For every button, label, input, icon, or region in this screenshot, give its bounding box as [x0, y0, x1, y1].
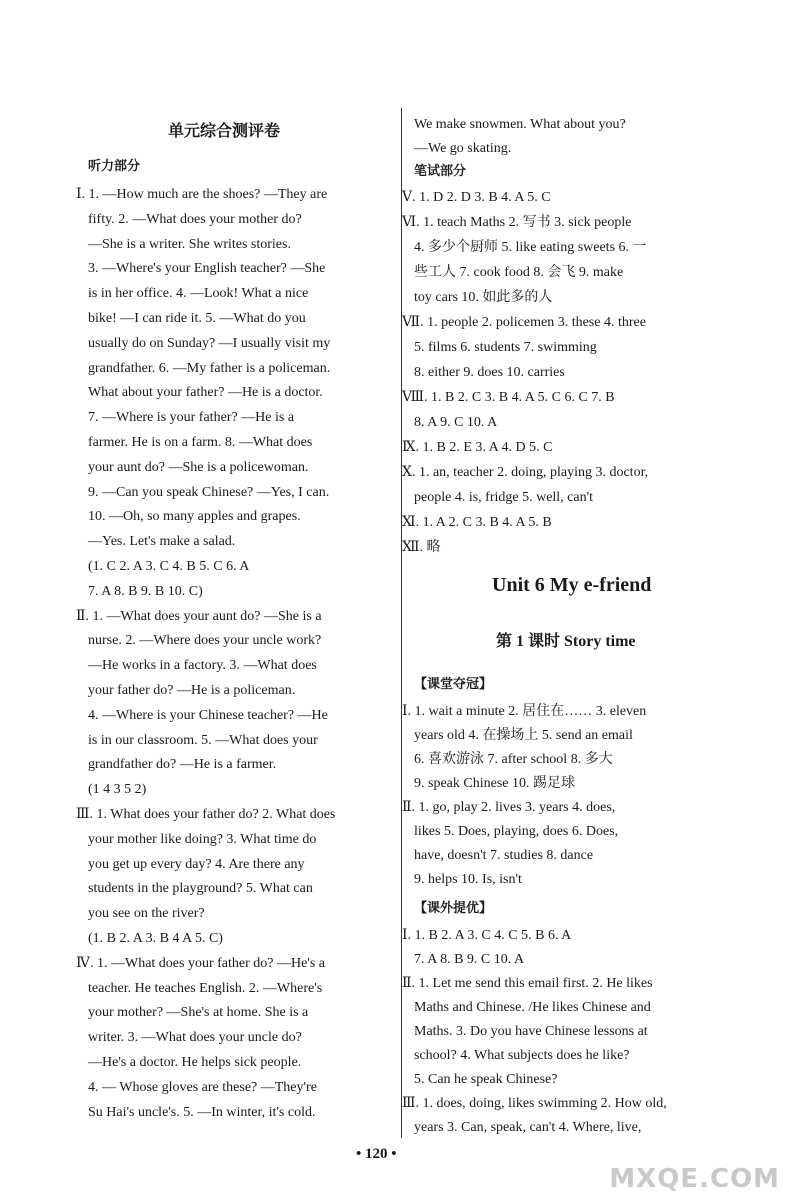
- answer-line: 5. Can he speak Chinese?: [414, 1072, 558, 1087]
- answer-line: 3. —Where's your English teacher? —She: [88, 261, 326, 277]
- section-listening: 听力部分: [88, 159, 141, 174]
- answer-line: 9. helps 10. Is, isn't: [414, 872, 522, 887]
- answer-line: fifty. 2. —What does your mother do?: [88, 211, 302, 227]
- answer-line: you see on the river?: [88, 906, 205, 922]
- answer-line: Ⅺ. 1. A 2. C 3. B 4. A 5. B: [402, 515, 552, 530]
- answer-line: Ⅰ. 1. —How much are the shoes? —They are: [76, 187, 328, 202]
- answer-line: grandfather do? —He is a farmer.: [88, 757, 277, 773]
- answer-line: 10. —Oh, so many apples and grapes.: [88, 509, 301, 525]
- answer-line: —Yes. Let's make a salad.: [88, 534, 236, 550]
- answer-line: your mother? —She's at home. She is a: [88, 1005, 309, 1021]
- answer-line: Ⅲ. 1. does, doing, likes swimming 2. How old,: [402, 1096, 667, 1111]
- answer-line: —We go skating.: [414, 141, 512, 156]
- answer-line: 9. —Can you speak Chinese? —Yes, I can.: [88, 484, 330, 500]
- answer-line: grandfather. 6. —My father is a policeman.: [88, 360, 331, 376]
- answer-line: nurse. 2. —Where does your uncle work?: [88, 633, 322, 649]
- answer-line: years old 4. 在操场上 5. send an email: [414, 728, 633, 743]
- answer-line: likes 5. Does, playing, does 6. Does,: [414, 824, 619, 839]
- answer-line: Ⅰ. 1. B 2. A 3. C 4. C 5. B 6. A: [402, 928, 572, 943]
- watermark-logo: MXQE.COM: [609, 1164, 780, 1194]
- answer-line: 4. — Whose gloves are these? —They're: [88, 1079, 317, 1095]
- page-title: 单元综合测评卷: [168, 121, 281, 140]
- answer-line: 9. speak Chinese 10. 踢足球: [414, 776, 575, 791]
- answer-line: (1. C 2. A 3. C 4. B 5. C 6. A: [88, 559, 250, 574]
- answer-line: Ⅹ. 1. an, teacher 2. doing, playing 3. doctor,: [402, 465, 649, 480]
- answer-line: 4. —Where is your Chinese teacher? —He: [88, 707, 328, 723]
- answer-line: Ⅱ. 1. go, play 2. lives 3. years 4. does,: [402, 800, 616, 815]
- answer-line: bike! —I can ride it. 5. —What do you: [88, 311, 306, 326]
- answer-line: people 4. is, fridge 5. well, can't: [414, 490, 594, 505]
- answer-line: school? 4. What subjects does he like?: [414, 1048, 630, 1063]
- answer-line: (1. B 2. A 3. B 4 A 5. C): [88, 931, 223, 946]
- unit-title: Unit 6 My e-friend: [492, 574, 652, 596]
- page-number: • 120 •: [356, 1146, 397, 1162]
- answer-line: 8. A 9. C 10. A: [414, 415, 498, 430]
- section-extra: 【课外提优】: [414, 901, 493, 916]
- answer-line: Maths. 3. Do you have Chinese lessons at: [414, 1024, 648, 1039]
- answer-line: Ⅻ. 略: [402, 540, 441, 555]
- answer-line: Maths and Chinese. /He likes Chinese and: [414, 1000, 651, 1015]
- answer-line: 6. 喜欢游泳 7. after school 8. 多大: [414, 752, 613, 767]
- answer-line: farmer. He is on a farm. 8. —What does: [88, 435, 313, 450]
- answer-line: 7. A 8. B 9. C 10. A: [414, 952, 525, 967]
- answer-line: Su Hai's uncle's. 5. —In winter, it's cold.: [88, 1104, 316, 1120]
- answer-line: toy cars 10. 如此多的人: [414, 290, 553, 305]
- answer-line: is in her office. 4. —Look! What a nice: [88, 286, 309, 302]
- answer-line: 7. —Where is your father? —He is a: [88, 410, 295, 426]
- answer-line: Ⅱ. 1. —What does your aunt do? —She is a: [76, 608, 322, 624]
- answer-line: 5. films 6. students 7. swimming: [414, 340, 597, 355]
- answer-line: —She is a writer. She writes stories.: [88, 236, 291, 252]
- answer-line: Ⅶ. 1. people 2. policemen 3. these 4. three: [402, 315, 646, 330]
- answer-line: What about your father? —He is a doctor.: [88, 385, 323, 401]
- answer-line: Ⅵ. 1. teach Maths 2. 写书 3. sick people: [402, 215, 632, 230]
- answer-line: Ⅴ. 1. D 2. D 3. B 4. A 5. C: [402, 190, 551, 205]
- section-written: 笔试部分: [414, 164, 467, 179]
- lesson-title: 第 1 课时 Story time: [496, 633, 636, 650]
- answer-line: Ⅲ. 1. What does your father do? 2. What does: [76, 807, 336, 822]
- answer-line: (1 4 3 5 2): [88, 782, 147, 798]
- answer-line: We make snowmen. What about you?: [414, 117, 626, 132]
- answer-line: your mother like doing? 3. What time do: [88, 831, 317, 847]
- answer-line: Ⅰ. 1. wait a minute 2. 居住在…… 3. eleven: [402, 704, 647, 719]
- answer-line: years 3. Can, speak, can't 4. Where, live,: [414, 1120, 642, 1135]
- answer-line: Ⅷ. 1. B 2. C 3. B 4. A 5. C 6. C 7. B: [402, 390, 615, 405]
- answer-line: 4. 多少个厨师 5. like eating sweets 6. 一: [414, 240, 647, 255]
- answer-line: 7. A 8. B 9. B 10. C): [88, 583, 203, 599]
- answer-line: —He's a doctor. He helps sick people.: [88, 1055, 302, 1070]
- answer-line: you get up every day? 4. Are there any: [88, 856, 305, 872]
- section-class: 【课堂夺冠】: [414, 677, 493, 692]
- answer-line: teacher. He teaches English. 2. —Where's: [88, 980, 323, 996]
- answer-line: 8. either 9. does 10. carries: [414, 365, 565, 380]
- answer-line: —He works in a factory. 3. —What does: [88, 658, 317, 674]
- answer-line: usually do on Sunday? —I usually visit my: [88, 335, 331, 351]
- answer-line: 些工人 7. cook food 8. 会飞 9. make: [414, 265, 624, 280]
- answer-line: Ⅱ. 1. Let me send this email first. 2. He likes: [402, 976, 653, 991]
- answer-line: have, doesn't 7. studies 8. dance: [414, 848, 594, 863]
- answer-line: students in the playground? 5. What can: [88, 881, 313, 897]
- answer-line: Ⅸ. 1. B 2. E 3. A 4. D 5. C: [402, 440, 553, 455]
- answer-line: Ⅳ. 1. —What does your father do? —He's a: [76, 955, 325, 971]
- answer-line: is in our classroom. 5. —What does your: [88, 732, 318, 748]
- answer-line: your father do? —He is a policeman.: [88, 683, 296, 698]
- answer-line: writer. 3. —What does your uncle do?: [88, 1030, 302, 1046]
- answer-line: your aunt do? —She is a policewoman.: [88, 459, 309, 475]
